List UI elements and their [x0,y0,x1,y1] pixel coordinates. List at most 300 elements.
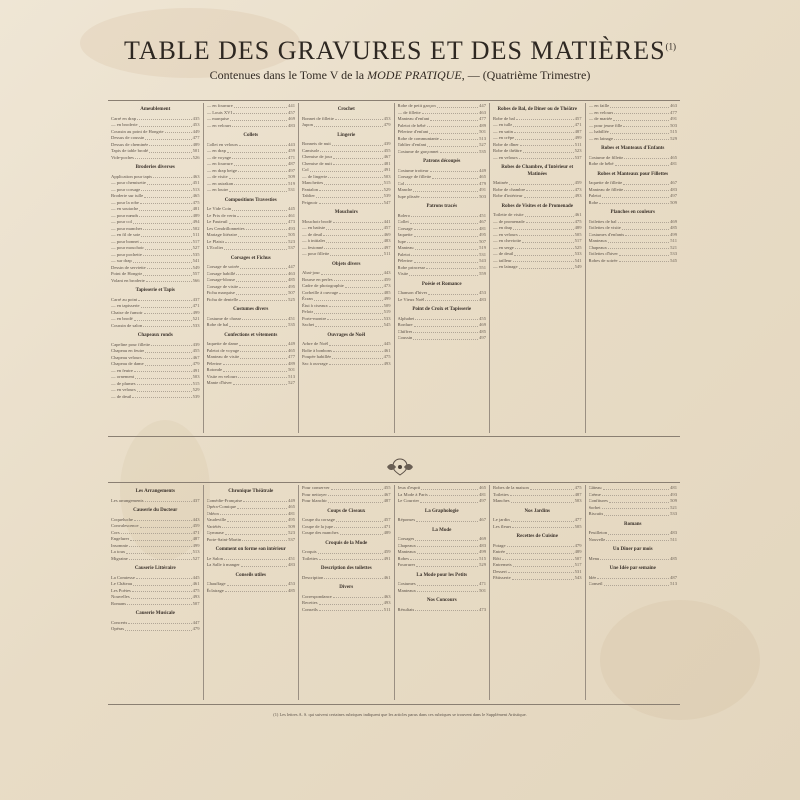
entry-page-number: 487 [192,536,200,541]
dot-leader [328,174,382,179]
dot-leader [530,485,574,490]
entry-page-number: 477 [192,135,200,140]
dot-leader [599,200,669,205]
section-heading: Lingerie [337,132,356,138]
dot-leader [224,245,287,250]
entry-page-number: 503 [479,193,486,199]
title-note: (1) [665,41,677,52]
dot-leader [240,348,287,353]
entry-page-number: 475 [383,354,391,359]
section-heading: Robes de Visites et de Promenade [501,203,573,209]
dot-leader [229,322,287,327]
entry-title: Coussin au point de Hongrie [111,128,164,134]
index-entry [207,245,296,252]
entry-title: Robe de bébé [588,161,614,166]
entry-title: — pour col [111,219,132,224]
entry-page-number: 501 [192,148,200,153]
dot-leader [429,492,478,497]
dot-leader [149,142,191,147]
entry-title: Carré au point [111,296,138,302]
entry-page-number: 541 [574,257,582,263]
entry-page-number: 489 [574,549,582,554]
entry-page-number: 479 [383,122,391,127]
entry-page-number: 443 [288,141,295,147]
entry-page-number: 447 [192,619,200,625]
entry-title: Dessus de coussin [111,135,145,140]
entry-page-number: 497 [288,167,295,173]
entry-title: — en crêpe [493,135,515,140]
dot-leader [514,129,574,134]
dot-leader [316,193,383,198]
dot-leader [329,341,382,346]
entry-title: Insomnie [111,542,129,548]
index-entry [398,607,487,614]
dot-leader [320,148,382,153]
entry-page-number: 511 [383,606,391,612]
entry-page-number: 485 [288,587,295,593]
dot-leader [139,122,192,127]
dot-leader [145,498,192,503]
entry-page-number: 481 [479,491,486,497]
entry-page-number: 477 [670,109,677,115]
entry-title: Le Courrier [397,498,420,503]
entry-title: Robe [588,199,599,205]
section-heading: Poésie et Romance [421,281,462,287]
index-entry [589,581,678,588]
dot-leader [227,517,287,522]
entry-page-number: 527 [288,380,295,385]
entry-title: Opéra-Comique [206,504,237,509]
dot-leader [127,601,192,606]
section-heading: Patrons découpés [423,159,461,164]
dot-leader [432,174,478,179]
dot-leader [427,123,479,128]
dot-leader [332,141,383,146]
entry-title: — Louis XVI [206,109,233,115]
dot-leader [135,374,192,379]
entry-title: Robe de théâtre [493,148,522,153]
entry-title: Pelote [302,309,314,314]
entry-page-number: 497 [479,498,486,503]
section-heading: Robes et Manteaux pour Fillettes [597,171,669,177]
entry-page-number: 457 [383,517,391,522]
entry-title: — tailleur [493,257,512,263]
entry-page-number: 513 [192,549,200,554]
section-heading: Causerie Musicale [135,611,175,616]
entry-title: Poupée habillée [302,354,332,359]
dot-leader [239,284,287,289]
dot-leader [236,290,287,295]
entry-page-number: 481 [670,485,677,490]
entry-page-number: 537 [288,245,295,250]
entry-title: Visite [397,271,409,276]
dot-leader [622,225,669,230]
entry-page-number: 479 [479,180,486,186]
entry-page-number: 545 [670,257,677,263]
dot-leader [415,316,478,321]
dot-leader [237,213,287,218]
dot-leader [334,524,383,529]
dot-leader [430,168,479,173]
entry-title: Camisole [302,147,320,153]
index-entry [493,155,582,162]
entry-title: Toilettes de bal [588,218,617,224]
entry-title: Sac à ouvrage [302,360,328,366]
index-entry [493,498,582,505]
dot-leader [526,187,573,192]
section-heading: Robes et Manteaux d'Enfants [601,146,665,151]
dot-leader [143,226,191,231]
entry-page-number: 475 [192,587,200,593]
entry-title: Robe de dîner [493,141,519,147]
section-heading: Ameublement [140,107,171,112]
entry-title: Point de Hongrie [111,271,143,276]
dot-leader [417,549,478,554]
dot-leader [417,543,478,548]
entry-title: Coupe des manches [302,530,339,535]
entry-title: La Mode à Paris [397,491,428,497]
entry-page-number: 499 [383,296,391,301]
entry-page-number: 489 [192,141,200,147]
entry-page-number: 523 [574,148,582,153]
section-heading: Causerie Littéraire [134,566,176,571]
entry-page-number: 491 [670,116,677,121]
dot-leader [624,187,669,192]
entry-title: Toilette de visite [493,212,524,217]
entry-page-number: 495 [288,283,295,289]
entry-title: La Comtesse [111,574,135,580]
dot-leader [137,116,192,121]
entry-page-number: 467 [192,354,200,360]
entry-title: — de voyage [206,154,231,160]
entry-title: Fichu de dentelle [206,296,239,302]
entry-page-number: 459 [288,148,295,153]
entry-title: — en batiste [302,225,326,230]
upper-index-columns [108,103,680,433]
entry-page-number: 529 [670,135,677,141]
entry-title: — pour nœuds [111,212,139,218]
subtitle-prefix: Contenues dans le Tome V de la [209,68,365,82]
section-heading: Romans [623,521,642,527]
dot-leader [133,581,192,586]
entry-title: Le Vide Coin [206,206,232,211]
dot-leader [339,290,382,295]
entry-page-number: 525 [574,244,582,250]
entry-title: — en fourrure [206,103,233,108]
entry-title: Romans [111,600,127,606]
dot-leader [520,142,574,147]
dot-leader [324,575,382,580]
dot-leader [315,322,382,327]
index-column [108,485,203,700]
entry-page-number: 505 [574,231,582,237]
dot-leader [615,161,670,166]
dot-leader [513,122,573,127]
entry-title: Comédie-Française [206,497,243,503]
dot-leader [422,110,478,115]
dot-leader [129,556,192,561]
entry-page-number: 493 [192,594,200,599]
index-entry [589,556,678,563]
entry-title: Corsage de visite [206,283,239,289]
entry-title: Feuilleton [588,530,608,535]
entry-page-number: 533 [670,511,677,516]
section-heading: Robes de Bal, de Diner ou de Théâtre [497,107,577,112]
entry-title: Le jardin [493,517,510,522]
dot-leader [328,498,383,503]
entry-title: — en feutre [111,367,133,373]
index-column [394,103,490,433]
entry-title: — en drap [493,225,513,230]
entry-page-number: 451 [288,555,295,561]
index-entry [207,380,296,387]
dot-leader [602,505,670,510]
entry-title: Résultats [397,606,415,612]
entry-page-number: 469 [479,536,486,541]
dot-leader [415,607,478,612]
index-entry [207,562,296,569]
entry-title: Jaquette de dame [206,341,239,346]
index-entry [398,588,487,595]
index-column [203,485,299,700]
dot-leader [236,277,287,282]
index-entry [302,200,391,207]
dot-leader [413,329,478,334]
entry-page-number: 473 [288,219,295,224]
entry-page-number: 485 [670,225,677,230]
dot-leader [428,290,478,295]
entry-page-number: 507 [192,600,200,606]
entry-title: Les Poètes [111,587,131,593]
dot-leader [129,543,192,548]
entry-title: — de promenade [493,218,525,224]
entry-title: Gymnase [206,530,224,535]
entry-title: Peignoir [302,199,318,205]
entry-title: Robe de communiante [397,135,439,141]
entry-title: Menu [588,555,600,561]
entry-page-number: 517 [192,238,200,244]
dot-leader [239,341,287,346]
dot-leader [131,594,192,599]
entry-title: Le Fauteuil [206,219,228,224]
dot-leader [134,316,192,321]
entry-page-number: 483 [670,530,677,535]
entry-title: — en brodé [111,316,133,321]
entry-title: Pâtisserie [493,575,511,580]
entry-title: Nouvelle [588,536,606,542]
entry-page-number: 487 [288,161,295,166]
dot-leader [229,187,287,192]
dot-leader [314,309,382,314]
entry-title: — pour fillette [302,251,330,256]
index-entry [302,607,391,614]
entry-page-number: 523 [288,238,295,244]
entry-title: — en cheviotte [493,238,522,243]
entry-title: Arbre de Noël [302,341,329,346]
dot-leader [144,193,191,198]
entry-page-number: 489 [479,122,486,128]
dot-leader [323,232,382,237]
dot-leader [133,258,192,263]
dot-leader [143,323,191,328]
dot-leader [420,498,478,503]
index-column [585,103,681,433]
entry-title: Cors [111,529,120,535]
entry-page-number: 465 [288,347,295,353]
entry-page-number: 465 [192,193,200,198]
dot-leader [614,136,669,141]
dot-leader [139,206,191,211]
entry-title: Chapeau de dame [111,361,144,366]
index-entry [207,123,296,130]
entry-page-number: 533 [574,251,582,256]
dot-leader [234,181,287,186]
entry-title: — pour mouchoir [111,245,144,250]
dot-leader [516,116,574,121]
entry-title: Manteaux [397,549,416,554]
section-heading: Croquis de la Mode [325,540,368,546]
dot-leader [319,607,383,612]
entry-page-number: 437 [192,497,200,503]
entry-page-number: 481 [479,225,486,231]
dot-leader [242,537,287,542]
section-heading: Comment on forme son intérieur [215,547,286,552]
entry-title: — en drap beige [206,167,237,173]
entry-page-number: 487 [574,128,582,134]
entry-page-number: 493 [670,491,677,497]
dot-leader [604,511,669,516]
entry-title: Bourse en perles [302,276,333,282]
dot-leader [410,556,478,561]
entry-title: Biscuits [588,511,604,516]
entry-page-number: 541 [192,258,200,263]
entry-title: Chauffage [206,581,226,586]
entry-title: Dessin de serviette [111,264,146,270]
dot-leader [624,155,669,160]
entry-title: Tablier [302,193,315,198]
dot-leader [414,258,479,263]
entry-title: Col [397,180,405,186]
section-heading: Costumes divers [233,307,269,312]
entry-title: Jaquette de fillette [588,180,623,185]
entry-page-number: 467 [670,180,677,185]
dot-leader [613,116,669,121]
entry-page-number: 499 [670,231,677,237]
entry-title: Correspondance [302,593,332,599]
dot-leader [223,367,287,372]
entry-page-number: 465 [670,154,677,160]
entry-title: Manteaux [588,238,607,243]
entry-title: — en velours [206,122,232,128]
entry-page-number: 475 [574,218,582,224]
entry-page-number: 493 [574,193,582,198]
dot-leader [145,135,191,140]
section-heading: Nos Concours [426,598,457,603]
entry-title: Coussin de salon [111,322,143,328]
dot-leader [410,219,478,224]
entry-page-number: 485 [383,289,391,295]
entry-title: Coqueluche [111,516,133,522]
index-entry [207,322,296,329]
section-heading: La Mode pour les Petits [416,572,468,578]
dot-leader [134,517,192,522]
dot-leader [411,213,478,218]
dot-leader [416,517,478,522]
section-heading: Causerie du Docteur [133,508,178,513]
index-entry [207,588,296,595]
entry-page-number: 509 [670,199,677,205]
entry-page-number: 479 [574,542,582,548]
entry-title: Jupe [397,238,406,244]
entry-title: Corsage de fillette [397,174,432,179]
entry-title: Costumes d'enfants [588,231,625,237]
entry-page-number: 531 [574,568,582,574]
index-entry [398,517,487,524]
dot-leader [519,155,574,160]
subtitle-suffix: , — (Quatrième Trimestre) [461,68,591,82]
entry-page-number: 509 [288,174,295,179]
title-text: TABLE DES GRAVURES ET DES MATIÈRES [123,36,666,65]
entry-title: Jupe plissée [397,193,420,199]
dot-leader [153,174,192,179]
dot-leader [328,492,383,497]
index-entry [207,537,296,544]
dot-leader [149,148,192,153]
entry-title: Alphabet [397,315,415,321]
section-heading: Chapeaux ronds [137,333,173,338]
dot-leader [134,368,192,373]
entry-page-number: 527 [479,142,486,147]
entry-page-number: 441 [288,103,295,108]
entry-title: — en velours [588,109,614,115]
dot-leader [137,387,192,392]
dot-leader [515,135,573,140]
entry-title: — de deuil [111,393,132,399]
index-entry [302,498,391,505]
entry-title: Gâteau [588,485,602,490]
dot-leader [220,511,287,516]
entry-title: Capeline pour fillette [111,341,151,347]
section-heading: Compositions Travesties [224,197,277,203]
entry-title: Bolero [397,212,411,218]
entry-page-number: 529 [383,186,391,192]
dot-leader [525,212,574,217]
entry-title: — en velours [111,387,136,392]
entry-title: Recettes [302,600,318,605]
dot-leader [513,225,573,230]
entry-page-number: 511 [670,536,677,542]
section-heading: Recettes de Cuisine [516,534,558,539]
dot-leader [336,517,383,522]
entry-page-number: 477 [288,354,295,359]
entry-page-number: 489 [288,360,295,366]
dot-leader [136,575,192,580]
entry-title: Réponses [397,517,416,522]
dot-leader [514,251,573,256]
entry-title: — de fillette [397,109,421,115]
entry-title: Chapeau velours [111,354,142,360]
index-entry [493,524,582,531]
dot-leader [333,219,383,224]
entry-title: — de deuil [302,231,323,237]
dot-leader [232,206,287,211]
dot-leader [140,200,192,205]
entry-title: Paletot [397,251,411,257]
subtitle-journal: MODE PRATIQUE [367,68,462,82]
entry-title: Porte-montre [302,315,327,321]
entry-page-number: 463 [383,593,391,599]
entry-title: Robe de petit garçon [397,103,436,108]
